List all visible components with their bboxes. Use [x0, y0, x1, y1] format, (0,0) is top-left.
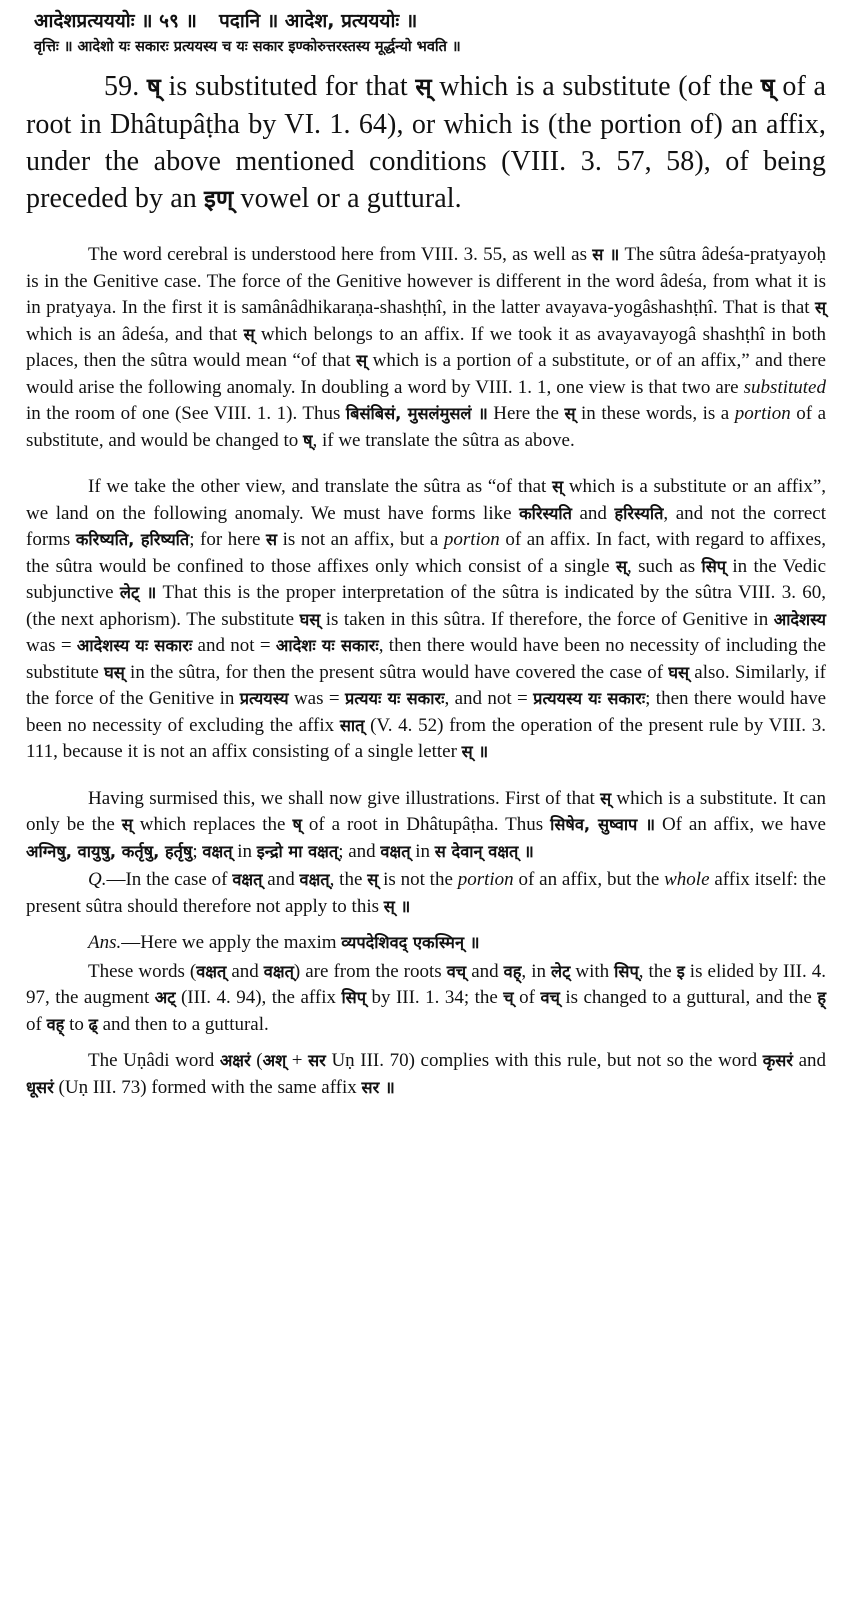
sutra-devanagari: आदेशप्रत्यययोः ॥ ५९ ॥	[34, 10, 197, 32]
padani-line: पदानि ॥ आदेश, प्रत्यययोः ॥	[218, 10, 418, 32]
document-page	[26, 8, 826, 1101]
paragraph-1: The word cerebral is understood here from VIII. 3. 55, as well as स ॥ The sûtra âdeśa-pratyayoḥ is in the Genitive case. The force of the Genitive however is different in the word âdeśa, from what it is in pratyaya. In the first it is samânâdhikaraṇa-shashṭhî, in the latter avayava-yogâshashṭhî. That is that स् which is an âdeśa, and that स् which belongs to an affix. If we took it as avayavayogâ shashṭhî in both places, then the sûtra would mean “of that स् which is a portion of a substitute, or of an affix,” and there would arise the following anomaly. In doubling a word by VIII. 1. 1, one view is that two are substituted in the room of one (See VIII. 1. 1). Thus बिसंबिसं, मुसलंमुसलं ॥ Here the स् in these words, is a portion of a substitute, and would be changed to ष्, if we translate the sûtra as above.	[26, 244, 827, 451]
paragraph-answer: Ans.—Here we apply the maxim व्यपदेशिवद् एकस्मिन् ॥	[88, 932, 480, 953]
vritti-line: वृत्तिः ॥ आदेशो यः सकारः प्रत्ययस्य च यः सकार इण्कोरुत्तरस्तस्य मूर्द्धन्यो भवति ॥	[34, 39, 461, 55]
paragraph-question: Q.—In the case of वक्षत् and वक्षत्, the स् is not the portion of an affix, but the whole affix itself: the present sûtra should therefore not apply to this स् ॥	[26, 869, 826, 917]
paragraph-roots: These words (वक्षत् and वक्षत्) are from the roots वच् and वह्, in लेट् with सिप्, the इ is elided by III. 4. 97, the augment अट् (III. 4. 94), the affix सिप् by III. 1. 34; the च् of वच् is changed to a guttural, and the ह् of वह् to ढ् and then to a guttural.	[26, 960, 827, 1035]
sutra-number: 59.	[104, 71, 140, 102]
paragraph-unadi: The Uṇâdi word अक्षरं (अश् + सर Uṇ III. 70) complies with this rule, but not so the word कृसरं and धूसरं (Uṇ III. 73) formed with the same affix सर ॥	[26, 1050, 827, 1098]
paragraph-2: If we take the other view, and translate the sûtra as “of that स् which is a substitute or an affix”, we land on the following anomaly. We must have forms like करिस्यति and हरिस्यति, and not the correct forms करिष्यति, हरिष्यति; for here स is not an affix, but a portion of an affix. In fact, with regard to affixes, the sûtra would be confined to those affixes only which consist of a single स्, such as सिप् in the Vedic subjunctive लेट् ॥ That this is the proper interpretation of the sûtra is indicated by the sûtra VIII. 3. 60, (the next aphorism). The substitute घस् is taken in this sûtra. If therefore, the force of Genitive in आदेशस्य was = आदेशस्य यः सकारः and not = आदेशः यः सकारः, then there would have been no necessity of including the substitute घस् in the sûtra, for then the present sûtra would have covered the case of घस् also. Similarly, if the force of the Genitive in प्रत्ययस्य was = प्रत्ययः यः सकारः, and not = प्रत्ययस्य यः सकारः; then there would have been no necessity of excluding the affix सात् (V. 4. 52) from the operation of the present rule by VIII. 3. 111, because it is not an affix consisting of a single letter स् ॥	[26, 476, 827, 762]
sutra-header	[34, 8, 826, 34]
paragraph-3: Having surmised this, we shall now give illustrations. First of that स् which is a substitute. It can only be the स् which replaces the ष् of a root in Dhâtupâṭha. Thus सिषेव, सुष्वाप ॥ Of an affix, we have अग्निषु, वायुषु, कर्तृषु, हर्तृषु; वक्षत् in इन्द्रो मा वक्षत्; and वक्षत् in स देवान् वक्षत् ॥	[26, 787, 826, 862]
sutra-translation: 59. ष् is substituted for that स् which is a substitute (of the ष् of a root in Dhâtupâṭha by VI. 1. 64), or which is (the portion of) an affix, under the above mentioned conditions (VIII. 3. 57, 58), of being preceded by an इण् vowel or a guttural.	[26, 68, 826, 218]
